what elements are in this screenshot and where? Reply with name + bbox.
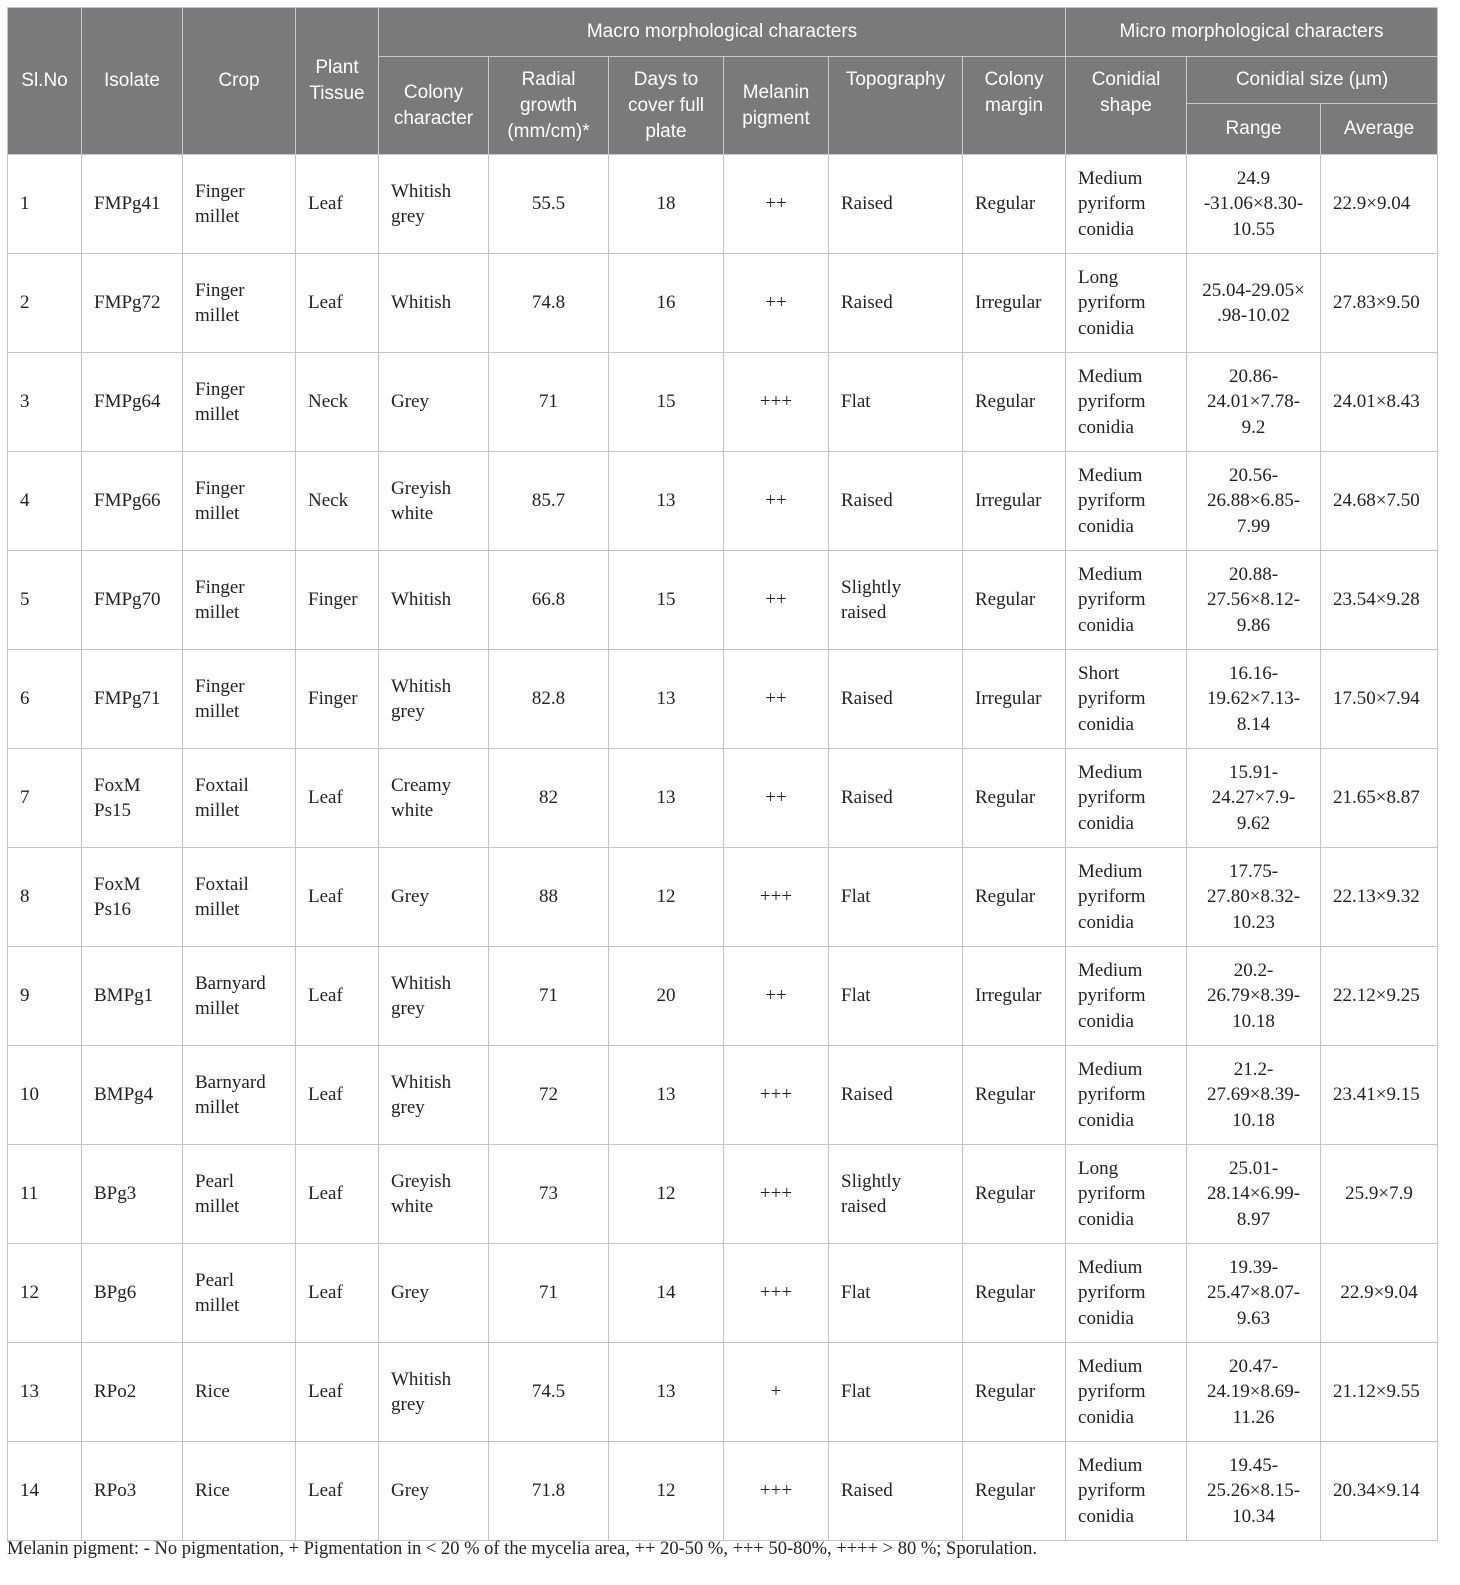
cell-average: 25.9×7.9 — [1321, 1145, 1438, 1244]
cell-sl-no: 4 — [8, 452, 82, 551]
cell-colony-margin: Regular — [963, 749, 1066, 848]
cell-crop: Barnyard millet — [183, 1046, 296, 1145]
cell-radial-growth: 74.5 — [489, 1343, 609, 1442]
cell-colony-margin: Regular — [963, 1244, 1066, 1343]
morphology-table-container — [7, 7, 1438, 1541]
header-colony-character: Colony character — [379, 57, 489, 155]
cell-melanin: ++ — [724, 749, 829, 848]
header-micro-group: Micro morphological characters — [1066, 8, 1438, 57]
morphology-table — [7, 7, 1438, 1541]
cell-range: 19.39-25.47×8.07-9.63 — [1187, 1244, 1321, 1343]
table-row — [8, 947, 1438, 1046]
table-row — [8, 650, 1438, 749]
cell-sl-no: 10 — [8, 1046, 82, 1145]
cell-plant-tissue: Leaf — [296, 947, 379, 1046]
cell-crop: Pearl millet — [183, 1244, 296, 1343]
cell-conidial-shape: Medium pyriform conidia — [1066, 1046, 1187, 1145]
table-row — [8, 1046, 1438, 1145]
cell-range: 19.45-25.26×8.15-10.34 — [1187, 1442, 1321, 1541]
cell-colony-margin: Irregular — [963, 254, 1066, 353]
cell-colony-character: Grey — [379, 848, 489, 947]
table-row — [8, 254, 1438, 353]
header-range: Range — [1187, 104, 1321, 155]
cell-days: 13 — [609, 1046, 724, 1145]
cell-crop: Rice — [183, 1442, 296, 1541]
table-row — [8, 1145, 1438, 1244]
cell-crop: Finger millet — [183, 551, 296, 650]
header-macro-group: Macro morphological characters — [379, 8, 1066, 57]
cell-sl-no: 2 — [8, 254, 82, 353]
cell-average: 17.50×7.94 — [1321, 650, 1438, 749]
cell-colony-margin: Irregular — [963, 650, 1066, 749]
cell-plant-tissue: Leaf — [296, 749, 379, 848]
cell-average: 24.01×8.43 — [1321, 353, 1438, 452]
cell-colony-character: Whitish grey — [379, 155, 489, 254]
cell-crop: Finger millet — [183, 254, 296, 353]
cell-isolate: BPg6 — [82, 1244, 183, 1343]
cell-average: 23.41×9.15 — [1321, 1046, 1438, 1145]
table-row — [8, 749, 1438, 848]
cell-colony-margin: Regular — [963, 1046, 1066, 1145]
cell-melanin: +++ — [724, 848, 829, 947]
cell-range: 20.47-24.19×8.69-11.26 — [1187, 1343, 1321, 1442]
cell-days: 18 — [609, 155, 724, 254]
cell-colony-margin: Regular — [963, 848, 1066, 947]
cell-melanin: ++ — [724, 551, 829, 650]
cell-conidial-shape: Medium pyriform conidia — [1066, 1442, 1187, 1541]
cell-conidial-shape: Medium pyriform conidia — [1066, 155, 1187, 254]
cell-conidial-shape: Short pyriform conidia — [1066, 650, 1187, 749]
cell-radial-growth: 74.8 — [489, 254, 609, 353]
cell-plant-tissue: Leaf — [296, 848, 379, 947]
cell-colony-margin: Regular — [963, 353, 1066, 452]
cell-colony-margin: Regular — [963, 551, 1066, 650]
cell-range: 16.16-19.62×7.13-8.14 — [1187, 650, 1321, 749]
cell-days: 12 — [609, 848, 724, 947]
cell-isolate: BMPg4 — [82, 1046, 183, 1145]
cell-conidial-shape: Medium pyriform conidia — [1066, 551, 1187, 650]
header-crop: Crop — [183, 8, 296, 155]
header-topography: Topography — [829, 57, 963, 155]
cell-isolate: FMPg64 — [82, 353, 183, 452]
cell-days: 12 — [609, 1442, 724, 1541]
cell-colony-character: Greyish white — [379, 452, 489, 551]
cell-topography: Flat — [829, 1343, 963, 1442]
cell-colony-character: Whitish grey — [379, 650, 489, 749]
cell-crop: Finger millet — [183, 452, 296, 551]
cell-topography: Raised — [829, 452, 963, 551]
table-row — [8, 155, 1438, 254]
cell-isolate: RPo2 — [82, 1343, 183, 1442]
cell-days: 12 — [609, 1145, 724, 1244]
cell-radial-growth: 66.8 — [489, 551, 609, 650]
cell-topography: Flat — [829, 848, 963, 947]
cell-colony-margin: Regular — [963, 1145, 1066, 1244]
cell-days: 13 — [609, 1343, 724, 1442]
table-row — [8, 353, 1438, 452]
cell-melanin: ++ — [724, 155, 829, 254]
cell-plant-tissue: Finger — [296, 551, 379, 650]
cell-melanin: +++ — [724, 1145, 829, 1244]
cell-conidial-shape: Long pyriform conidia — [1066, 1145, 1187, 1244]
cell-radial-growth: 85.7 — [489, 452, 609, 551]
cell-crop: Finger millet — [183, 650, 296, 749]
cell-isolate: FMPg72 — [82, 254, 183, 353]
cell-topography: Flat — [829, 353, 963, 452]
cell-range: 21.2-27.69×8.39-10.18 — [1187, 1046, 1321, 1145]
cell-colony-character: Grey — [379, 1442, 489, 1541]
cell-melanin: ++ — [724, 254, 829, 353]
cell-sl-no: 3 — [8, 353, 82, 452]
cell-plant-tissue: Finger — [296, 650, 379, 749]
cell-conidial-shape: Medium pyriform conidia — [1066, 947, 1187, 1046]
table-row — [8, 1244, 1438, 1343]
cell-plant-tissue: Leaf — [296, 1343, 379, 1442]
cell-plant-tissue: Neck — [296, 353, 379, 452]
cell-days: 14 — [609, 1244, 724, 1343]
cell-days: 16 — [609, 254, 724, 353]
cell-melanin: ++ — [724, 452, 829, 551]
cell-topography: Slightly raised — [829, 551, 963, 650]
cell-sl-no: 11 — [8, 1145, 82, 1244]
cell-isolate: FMPg71 — [82, 650, 183, 749]
cell-colony-margin: Irregular — [963, 947, 1066, 1046]
cell-colony-margin: Regular — [963, 1343, 1066, 1442]
cell-isolate: FMPg66 — [82, 452, 183, 551]
cell-days: 13 — [609, 452, 724, 551]
cell-range: 20.56-26.88×6.85-7.99 — [1187, 452, 1321, 551]
cell-colony-margin: Irregular — [963, 452, 1066, 551]
header-plant-tissue: Plant Tissue — [296, 8, 379, 155]
cell-radial-growth: 88 — [489, 848, 609, 947]
cell-average: 21.12×9.55 — [1321, 1343, 1438, 1442]
cell-crop: Rice — [183, 1343, 296, 1442]
cell-colony-character: Whitish — [379, 551, 489, 650]
cell-sl-no: 12 — [8, 1244, 82, 1343]
cell-conidial-shape: Medium pyriform conidia — [1066, 749, 1187, 848]
cell-crop: Finger millet — [183, 155, 296, 254]
cell-plant-tissue: Leaf — [296, 1145, 379, 1244]
cell-melanin: + — [724, 1343, 829, 1442]
cell-colony-character: Grey — [379, 1244, 489, 1343]
cell-sl-no: 1 — [8, 155, 82, 254]
table-row — [8, 551, 1438, 650]
header-conidial-size: Conidial size (µm) — [1187, 57, 1438, 104]
cell-crop: Foxtail millet — [183, 848, 296, 947]
cell-colony-character: Greyish white — [379, 1145, 489, 1244]
table-body — [8, 155, 1438, 1541]
cell-plant-tissue: Leaf — [296, 155, 379, 254]
cell-sl-no: 7 — [8, 749, 82, 848]
cell-colony-margin: Regular — [963, 155, 1066, 254]
cell-sl-no: 14 — [8, 1442, 82, 1541]
cell-colony-character: Whitish grey — [379, 1343, 489, 1442]
cell-topography: Raised — [829, 155, 963, 254]
cell-colony-character: Whitish — [379, 254, 489, 353]
cell-isolate: FMPg70 — [82, 551, 183, 650]
cell-radial-growth: 72 — [489, 1046, 609, 1145]
cell-colony-character: Whitish grey — [379, 947, 489, 1046]
cell-colony-margin: Regular — [963, 1442, 1066, 1541]
cell-radial-growth: 55.5 — [489, 155, 609, 254]
cell-colony-character: Whitish grey — [379, 1046, 489, 1145]
cell-range: 17.75-27.80×8.32-10.23 — [1187, 848, 1321, 947]
cell-days: 13 — [609, 650, 724, 749]
cell-melanin: +++ — [724, 353, 829, 452]
cell-isolate: BPg3 — [82, 1145, 183, 1244]
cell-conidial-shape: Medium pyriform conidia — [1066, 452, 1187, 551]
cell-sl-no: 9 — [8, 947, 82, 1046]
table-row — [8, 452, 1438, 551]
cell-average: 24.68×7.50 — [1321, 452, 1438, 551]
cell-conidial-shape: Medium pyriform conidia — [1066, 1244, 1187, 1343]
cell-range: 25.01-28.14×6.99-8.97 — [1187, 1145, 1321, 1244]
cell-radial-growth: 71 — [489, 947, 609, 1046]
cell-conidial-shape: Long pyriform conidia — [1066, 254, 1187, 353]
cell-days: 13 — [609, 749, 724, 848]
cell-days: 15 — [609, 353, 724, 452]
table-row — [8, 1343, 1438, 1442]
cell-range: 20.86-24.01×7.78-9.2 — [1187, 353, 1321, 452]
cell-isolate: FoxM Ps15 — [82, 749, 183, 848]
cell-isolate: RPo3 — [82, 1442, 183, 1541]
cell-crop: Pearl millet — [183, 1145, 296, 1244]
cell-radial-growth: 71 — [489, 353, 609, 452]
cell-radial-growth: 82 — [489, 749, 609, 848]
cell-crop: Foxtail millet — [183, 749, 296, 848]
cell-topography: Raised — [829, 254, 963, 353]
cell-radial-growth: 71 — [489, 1244, 609, 1343]
cell-topography: Slightly raised — [829, 1145, 963, 1244]
cell-average: 21.65×8.87 — [1321, 749, 1438, 848]
cell-plant-tissue: Neck — [296, 452, 379, 551]
cell-plant-tissue: Leaf — [296, 1046, 379, 1145]
cell-radial-growth: 73 — [489, 1145, 609, 1244]
cell-plant-tissue: Leaf — [296, 1244, 379, 1343]
table-header — [8, 8, 1438, 155]
cell-melanin: +++ — [724, 1046, 829, 1145]
cell-average: 27.83×9.50 — [1321, 254, 1438, 353]
cell-isolate: BMPg1 — [82, 947, 183, 1046]
cell-crop: Barnyard millet — [183, 947, 296, 1046]
cell-radial-growth: 82.8 — [489, 650, 609, 749]
cell-melanin: +++ — [724, 1244, 829, 1343]
cell-melanin: ++ — [724, 650, 829, 749]
cell-isolate: FoxM Ps16 — [82, 848, 183, 947]
cell-plant-tissue: Leaf — [296, 254, 379, 353]
cell-average: 22.13×9.32 — [1321, 848, 1438, 947]
cell-sl-no: 5 — [8, 551, 82, 650]
cell-colony-character: Creamy white — [379, 749, 489, 848]
cell-isolate: FMPg41 — [82, 155, 183, 254]
cell-plant-tissue: Leaf — [296, 1442, 379, 1541]
cell-conidial-shape: Medium pyriform conidia — [1066, 848, 1187, 947]
header-sl-no: Sl.No — [8, 8, 82, 155]
cell-melanin: +++ — [724, 1442, 829, 1541]
cell-melanin: ++ — [724, 947, 829, 1046]
cell-crop: Finger millet — [183, 353, 296, 452]
cell-range: 20.2-26.79×8.39-10.18 — [1187, 947, 1321, 1046]
cell-sl-no: 13 — [8, 1343, 82, 1442]
cell-topography: Raised — [829, 650, 963, 749]
table-footnote: Melanin pigment: - No pigmentation, + Pigmentation in < 20 % of the mycelia area, ++ 20-50 %, +++ 50-80%, ++++ > 80 %; Sporulation. — [7, 1539, 1037, 1559]
cell-conidial-shape: Medium pyriform conidia — [1066, 353, 1187, 452]
header-melanin-pigment: Melanin pigment — [724, 57, 829, 155]
cell-days: 20 — [609, 947, 724, 1046]
cell-topography: Raised — [829, 1442, 963, 1541]
header-days-to-cover: Days to cover full plate — [609, 57, 724, 155]
cell-average: 23.54×9.28 — [1321, 551, 1438, 650]
cell-range: 24.9 -31.06×8.30-10.55 — [1187, 155, 1321, 254]
cell-conidial-shape: Medium pyriform conidia — [1066, 1343, 1187, 1442]
cell-topography: Raised — [829, 749, 963, 848]
cell-sl-no: 6 — [8, 650, 82, 749]
cell-average: 22.9×9.04 — [1321, 1244, 1438, 1343]
table-row — [8, 848, 1438, 947]
header-radial-growth: Radial growth (mm/cm)* — [489, 57, 609, 155]
cell-range: 25.04-29.05× .98-10.02 — [1187, 254, 1321, 353]
cell-colony-character: Grey — [379, 353, 489, 452]
cell-topography: Flat — [829, 1244, 963, 1343]
cell-average: 20.34×9.14 — [1321, 1442, 1438, 1541]
cell-average: 22.9×9.04 — [1321, 155, 1438, 254]
cell-range: 20.88-27.56×8.12-9.86 — [1187, 551, 1321, 650]
header-average: Average — [1321, 104, 1438, 155]
cell-topography: Raised — [829, 1046, 963, 1145]
cell-range: 15.91-24.27×7.9-9.62 — [1187, 749, 1321, 848]
cell-days: 15 — [609, 551, 724, 650]
cell-average: 22.12×9.25 — [1321, 947, 1438, 1046]
header-isolate: Isolate — [82, 8, 183, 155]
table-row — [8, 1442, 1438, 1541]
header-colony-margin: Colony margin — [963, 57, 1066, 155]
cell-radial-growth: 71.8 — [489, 1442, 609, 1541]
cell-topography: Flat — [829, 947, 963, 1046]
header-conidial-shape: Conidial shape — [1066, 57, 1187, 155]
cell-sl-no: 8 — [8, 848, 82, 947]
